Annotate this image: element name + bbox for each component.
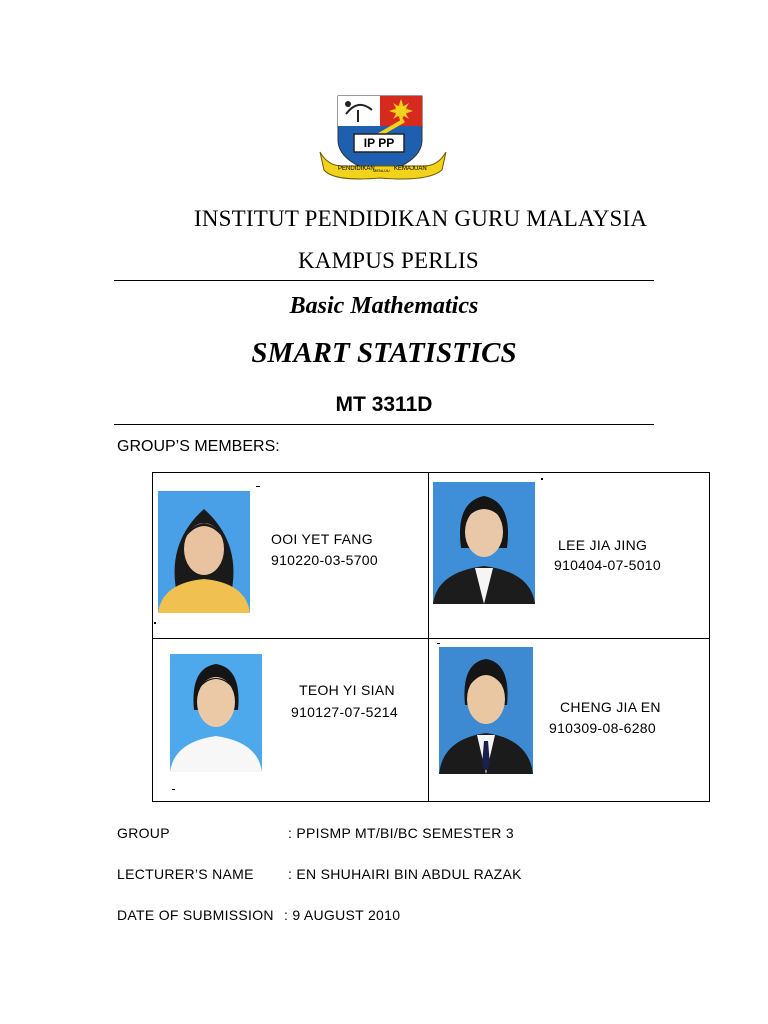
member-name: TEOH YI SIAN: [299, 682, 395, 698]
scan-mark: [172, 789, 175, 790]
lecturer-value: : EN SHUHAIRI BIN ABDUL RAZAK: [288, 866, 522, 882]
group-label: GROUP: [117, 825, 170, 841]
course-code: MT 3311D: [335, 393, 433, 416]
scan-mark: [541, 478, 543, 480]
group-members-heading: GROUP’S MEMBERS:: [117, 438, 280, 455]
logo-motto-left: PENDIDIKAN: [338, 166, 375, 172]
campus-name: KAMPUS PERLIS: [298, 248, 479, 273]
table-column-divider: [428, 472, 429, 802]
ipg-crest-logo: [318, 92, 448, 184]
title-divider: [114, 424, 654, 425]
member-name: LEE JIA JING: [558, 537, 648, 553]
subject-title: Basic Mathematics: [289, 293, 479, 319]
member-id: 910220-03-5700: [271, 552, 378, 568]
member-photo: [439, 647, 533, 774]
group-value: : PPISMP MT/BI/BC SEMESTER 3: [288, 825, 514, 841]
member-id: 910404-07-5010: [554, 557, 661, 573]
header-divider: [114, 280, 654, 281]
scan-mark: [256, 486, 260, 487]
table-row-divider: [152, 638, 710, 639]
logo-text: IP PP: [363, 136, 395, 150]
member-name: OOI YET FANG: [271, 531, 373, 547]
submission-date-value: : 9 AUGUST 2010: [284, 907, 401, 923]
lecturer-label: LECTURER’S NAME: [117, 866, 254, 882]
scan-mark: [154, 622, 156, 624]
member-name: CHENG JIA EN: [560, 699, 661, 715]
scan-mark: [437, 643, 440, 644]
document-title: SMART STATISTICS: [251, 337, 517, 369]
institute-name: INSTITUT PENDIDIKAN GURU MALAYSIA: [194, 206, 648, 231]
member-photo: [158, 491, 250, 613]
submission-date-label: DATE OF SUBMISSION: [117, 907, 274, 923]
member-id: 910127-07-5214: [291, 704, 398, 720]
logo-motto-right: KEMAJUAN: [394, 166, 427, 172]
member-photo: [433, 482, 535, 604]
logo-motto-mid: MENUJU: [373, 168, 390, 173]
member-photo: [170, 654, 262, 772]
member-id: 910309-08-6280: [549, 720, 656, 736]
